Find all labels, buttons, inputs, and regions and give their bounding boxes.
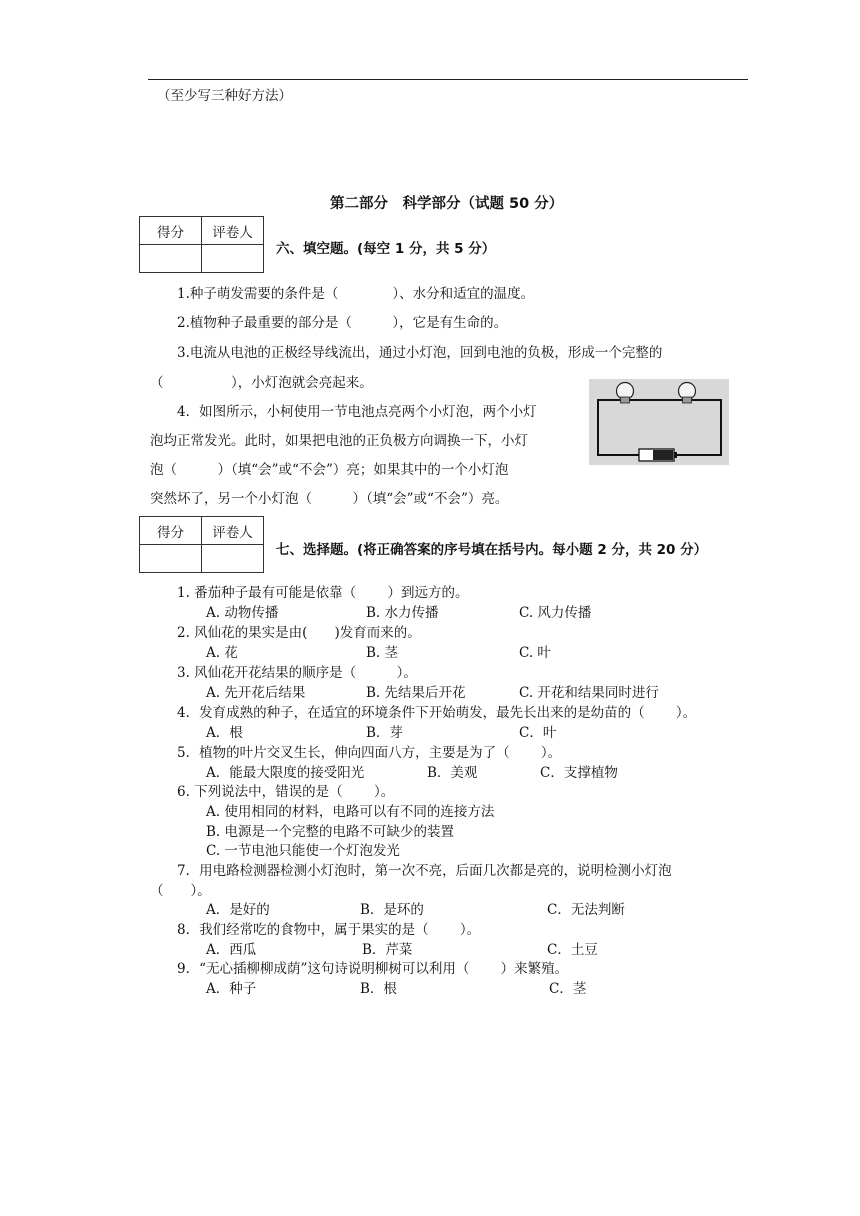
s6-q4-line4: 突然坏了，另一个小灯泡（ ）（填“会”或“不会”）亮。: [150, 491, 509, 507]
s7-q5-option-c: C．支撑植物: [540, 765, 618, 781]
grader-cell[interactable]: [202, 545, 264, 573]
s7-q1-stem: 1. 番茄种子最有可能是依靠（ ）到远方的。: [177, 585, 469, 601]
grader-label: 评卷人: [202, 517, 264, 545]
s7-q3-option-c: C. 开花和结果同时进行: [519, 685, 659, 701]
s7-q3-stem: 3. 风仙花开花结果的顺序是（ ）。: [177, 665, 417, 681]
s7-q6-option-a: A. 使用相同的材料，电路可以有不同的连接方法: [206, 804, 495, 820]
s7-q9-stem: 9．“无心插柳柳成荫”这句诗说明柳树可以利用（ ）来繁殖。: [177, 961, 569, 977]
section7-title: 七、选择题。(将正确答案的序号填在括号内。每小题 2 分，共 20 分）: [276, 542, 708, 558]
s6-q2: 2.植物种子最重要的部分是（ ），它是有生命的。: [177, 315, 508, 331]
s7-q7-option-b: B．是环的: [360, 902, 424, 918]
s6-q4-line3: 泡（ ）（填“会”或“不会”）亮；如果其中的一个小灯泡: [150, 462, 509, 478]
s7-q6-stem: 6. 下列说法中，错误的是（ ）。: [177, 784, 395, 800]
section6-title: 六、填空题。(每空 1 分，共 5 分）: [276, 241, 496, 257]
s7-q8-stem: 8．我们经常吃的食物中，属于果实的是（ ）。: [177, 922, 481, 938]
score-cell[interactable]: [140, 545, 202, 573]
s7-q8-option-b: B．芹菜: [362, 942, 413, 958]
s7-q9-option-c: C．茎: [549, 981, 587, 997]
s7-q7-stem: 7．用电路检测器检测小灯泡时，第一次不亮，后面几次都是亮的，说明检测小灯泡: [177, 863, 672, 879]
s6-q3-line1: 3.电流从电池的正极经导线流出，通过小灯泡，回到电池的负极，形成一个完整的: [177, 345, 663, 361]
s7-q8-option-c: C．土豆: [547, 942, 598, 958]
s7-q5-stem: 5．植物的叶片交叉生长，伸向四面八方，主要是为了（ ）。: [177, 745, 562, 761]
s7-q8-option-a: A．西瓜: [206, 942, 257, 958]
score-table-1: [139, 216, 264, 273]
s7-q2-stem: 2. 风仙花的果实是由( )发育而来的。: [177, 625, 421, 641]
s7-q2-option-c: C. 叶: [519, 645, 551, 661]
score-label: 得分: [140, 517, 202, 545]
s7-q2-option-a: A. 花: [206, 645, 238, 661]
grader-cell[interactable]: [202, 245, 264, 273]
top-rule: [148, 79, 748, 80]
s7-q4-stem: 4．发育成熟的种子，在适宜的环境条件下开始萌发，最先长出来的是幼苗的（ ）。: [177, 705, 697, 721]
grader-label: 评卷人: [202, 217, 264, 245]
s7-q4-option-c: C．叶: [519, 725, 557, 741]
score-label: 得分: [140, 217, 202, 245]
s7-q4-option-b: B．芽: [366, 725, 403, 741]
s7-q9-option-b: B．根: [360, 981, 397, 997]
header-note: （至少写三种好方法）: [157, 88, 292, 104]
s7-q6-option-b: B. 电源是一个完整的电路不可缺少的装置: [206, 824, 455, 840]
s6-q4-line2: 泡均正常发光。此时，如果把电池的正负极方向调换一下，小灯: [150, 433, 528, 449]
s7-q3-option-b: B. 先结果后开花: [366, 685, 466, 701]
circuit-diagram: [589, 379, 729, 465]
s7-q3-option-a: A. 先开花后结果: [206, 685, 306, 701]
s7-q4-option-a: A．根: [206, 725, 243, 741]
s7-q1-option-b: B. 水力传播: [366, 605, 439, 621]
score-cell[interactable]: [140, 245, 202, 273]
score-table-2: [139, 516, 264, 573]
s6-q1: 1.种子萌发需要的条件是（ ）、水分和适宜的温度。: [177, 286, 535, 302]
s7-q7-option-a: A．是好的: [206, 902, 270, 918]
s7-q9-option-a: A．种子: [206, 981, 257, 997]
s7-q2-option-b: B. 茎: [366, 645, 399, 661]
s7-q1-option-a: A. 动物传播: [206, 605, 279, 621]
s6-q4-line1: 4．如图所示，小柯使用一节电池点亮两个小灯泡，两个小灯: [177, 404, 537, 420]
s7-q5-option-a: A．能最大限度的接受阳光: [206, 765, 365, 781]
s7-q1-option-c: C. 风力传播: [519, 605, 592, 621]
part-title: 第二部分 科学部分（试题 50 分）: [330, 196, 564, 212]
s6-q3-line2: （ ），小灯泡就会亮起来。: [150, 375, 373, 391]
s7-q6-option-c: C. 一节电池只能使一个灯泡发光: [206, 843, 400, 859]
s7-q7-stem-cont: （ ）。: [150, 883, 211, 899]
battery-icon: [639, 449, 677, 461]
s7-q5-option-b: B．美观: [427, 765, 478, 781]
s7-q7-option-c: C．无法判断: [547, 902, 625, 918]
